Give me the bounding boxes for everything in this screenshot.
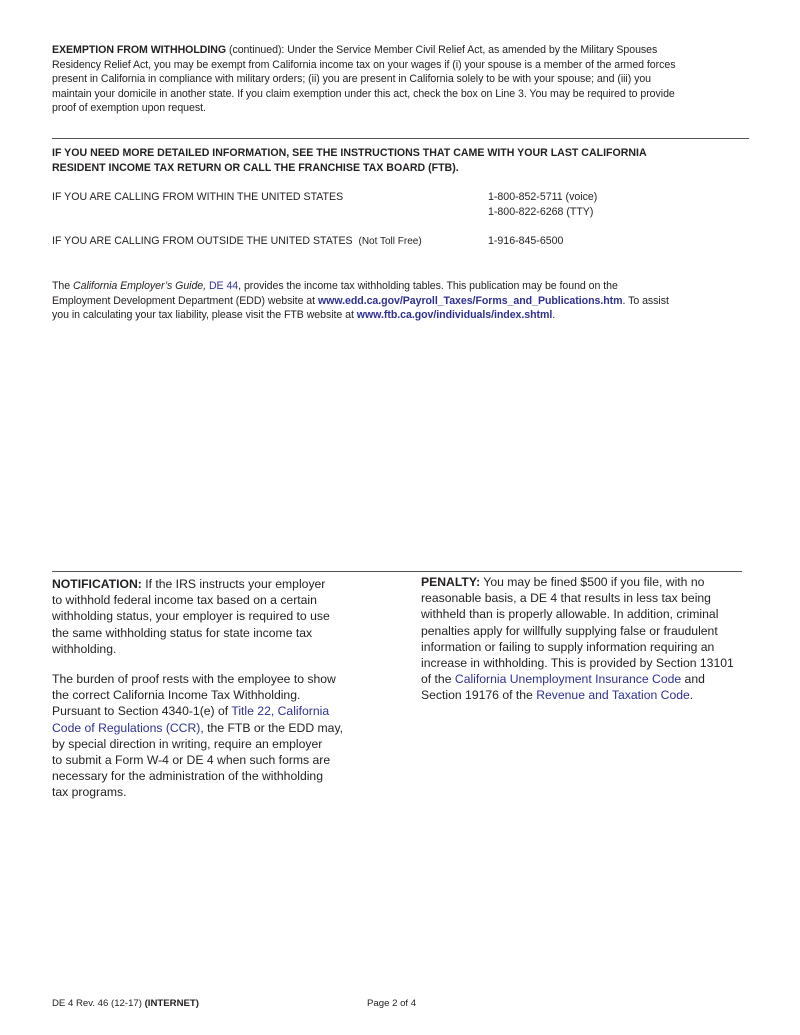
- unemployment-insurance-code-link[interactable]: California Unemployment Insurance Code: [454, 672, 682, 687]
- page-number: Page 2 of 4: [367, 998, 417, 1009]
- guide-title: California Employer’s Guide,: [73, 280, 207, 292]
- contact-label-within-us: IF YOU ARE CALLING FROM WITHIN THE UNITED STATES: [52, 191, 344, 203]
- de44-link[interactable]: DE 44: [208, 280, 239, 292]
- contact-label-outside-us: IF YOU ARE CALLING FROM OUTSIDE THE UNITED STATES (Not Toll Free): [52, 235, 422, 247]
- exemption-line: EXEMPTION FROM WITHHOLDING (continued): Under the Service Member Civil Relief Act, as amended by the Military Spouses: [52, 44, 658, 56]
- exemption-line: Residency Relief Act, you may be exempt from California income tax on your wages if (i) your spouse is a member of the armed forces: [52, 58, 676, 71]
- ftb-website-link[interactable]: www.ftb.ca.gov/individuals/index.shtml: [356, 309, 553, 322]
- section-divider: [52, 571, 742, 572]
- contact-numbers-within-us: [488, 190, 597, 219]
- edd-website-link[interactable]: www.edd.ca.gov/Payroll_Taxes/Forms_and_Publications.htm: [317, 294, 623, 307]
- title-22-ccr-link[interactable]: Title 22, California: [231, 704, 330, 719]
- exemption-paragraph: [52, 43, 757, 116]
- penalty-section: PENALTY: You may be fined $500 if you file, with no reasonable basis, a DE 4 that results in less tax being withheld than is properly allowable. In addition, criminal penalties apply for willfully supplying false or fraudulent information or failing to supply information requiring an increase in withholding. This is provided by Section 13101 of the California Unemployment Insurance Code and Section 19176 of the Revenue and Taxation Code.: [421, 575, 734, 703]
- title-22-ccr-link-continued[interactable]: Code of Regulations (CCR): [52, 720, 201, 735]
- notification-section: NOTIFICATION: If the IRS instructs your employer to withhold federal income tax based on a certain withholding status, your employer is required to use the same withholding status for state income tax withholding.: [52, 577, 330, 656]
- penalty-heading: PENALTY:: [421, 575, 481, 589]
- exemption-line: maintain your domicile in another state. If you claim exemption under this act, check the box on Line 3. You may be required to provide: [52, 87, 675, 100]
- exemption-line: present in California in compliance with military orders; (ii) you are present in California solely to be with your spouse; and (iii) you: [52, 73, 652, 86]
- section-divider: [52, 138, 749, 139]
- notification-heading: NOTIFICATION:: [52, 577, 142, 591]
- phone-tty: 1-800-822-6268 (TTY): [488, 205, 594, 218]
- internet-tag: (INTERNET): [144, 998, 199, 1009]
- form-identifier: DE 4 Rev. 46 (12-17) (INTERNET): [52, 998, 199, 1009]
- info-heading: IF YOU NEED MORE DETAILED INFORMATION, SEE THE INSTRUCTIONS THAT CAME WITH YOUR LAST CALIFORNIA RESIDENT INCOME TAX RETURN OR CALL THE FRANCHISE TAX BOARD (FTB).: [52, 147, 647, 174]
- revenue-taxation-code-link[interactable]: Revenue and Taxation Code: [536, 688, 690, 703]
- exemption-line: proof of exemption upon request.: [52, 102, 206, 115]
- burden-of-proof-paragraph: The burden of proof rests with the employee to show the correct California Income Tax Withholding. Pursuant to Section 4340-1(e) of Title 22, California Code of Regulations (CCR), the FTB or the EDD may, by special direction in writing, require an employer to submit a Form W-4 or DE 4 when such forms are necessary for the administration of the withholding tax programs.: [52, 672, 344, 800]
- exemption-heading: EXEMPTION FROM WITHHOLDING: [52, 44, 227, 56]
- phone-voice: 1-800-852-5711 (voice): [488, 191, 598, 203]
- phone-international: 1-916-845-6500: [488, 235, 564, 247]
- employer-guide-paragraph: The California Employer’s Guide, DE 44, provides the income tax withholding tables. This publication may be found on the Employment Development Department (EDD) website at www.edd.ca.gov/Payroll_Taxes/Forms_and_Publications.htm. To assist you in calculating your tax liability, please visit the FTB website at www.ftb.ca.gov/individuals/index.shtml.: [52, 280, 669, 322]
- not-toll-free-note: (Not Toll Free): [358, 236, 422, 247]
